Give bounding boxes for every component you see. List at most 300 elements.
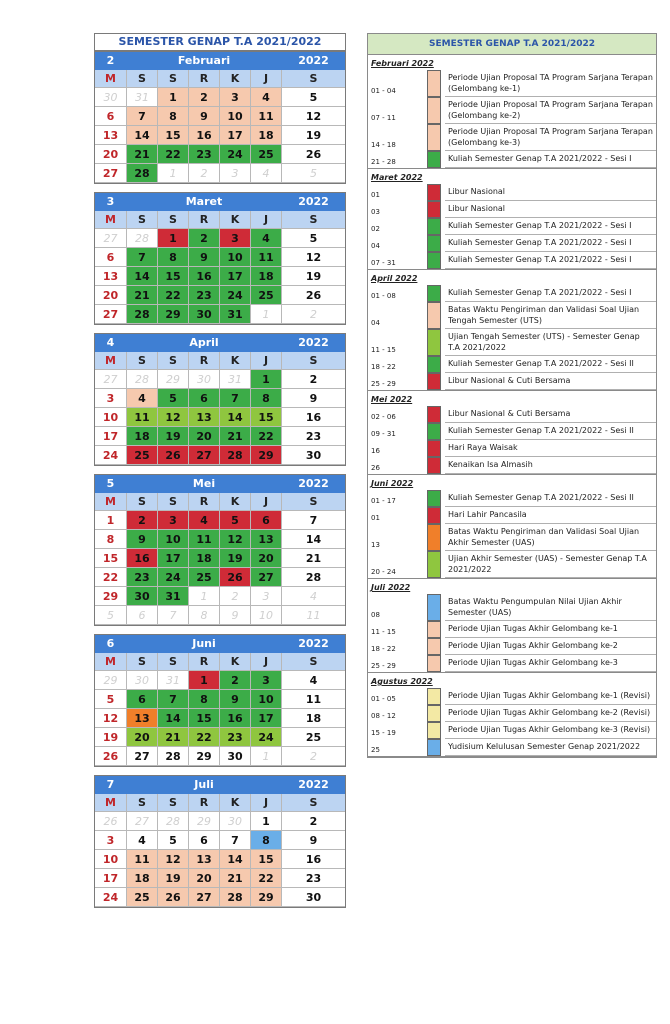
day-cell: 7: [282, 511, 345, 530]
day-cell: 8: [251, 389, 282, 408]
event-description: Hari Raya Waisak: [445, 440, 656, 457]
day-cell: 26: [282, 286, 345, 305]
day-cell: 11: [127, 850, 158, 869]
day-cell: 29: [251, 888, 282, 907]
event-color-swatch: [427, 688, 441, 705]
week-row: [95, 850, 345, 869]
event-color-swatch: [427, 235, 441, 252]
event-color-swatch: [427, 638, 441, 655]
event-date: 18 - 22: [371, 645, 396, 653]
day-cell: 23: [282, 427, 345, 446]
day-cell: 25: [189, 568, 220, 587]
month-juli: [94, 775, 346, 908]
event-date: 09 - 31: [371, 430, 396, 438]
day-cell: 31: [220, 370, 251, 389]
week-row: [95, 568, 345, 587]
event-date: 11 - 15: [371, 346, 396, 354]
week-row: [95, 305, 345, 324]
week-row: [95, 728, 345, 747]
day-cell: 1: [251, 305, 282, 324]
day-cell: 6: [95, 248, 127, 267]
month-year: 2022: [282, 776, 345, 794]
day-cell: 3: [220, 229, 251, 248]
month-year: 2022: [282, 334, 345, 352]
event-description: Kuliah Semester Genap T.A 2021/2022 - Sesi II: [445, 356, 656, 373]
week-row: [95, 126, 345, 145]
week-row: [95, 107, 345, 126]
day-cell: 30: [189, 370, 220, 389]
weekday-label: S: [282, 211, 345, 229]
month-number: 6: [95, 635, 127, 653]
weekday-header: [95, 352, 345, 370]
day-cell: 13: [189, 408, 220, 427]
day-cell: 2: [282, 812, 345, 831]
day-cell: 18: [251, 267, 282, 286]
month-number: 2: [95, 52, 127, 70]
day-cell: 12: [282, 107, 345, 126]
day-cell: 31: [158, 671, 189, 690]
week-row: [95, 530, 345, 549]
event-row: [368, 739, 656, 756]
week-row: [95, 427, 345, 446]
day-cell: 2: [189, 88, 220, 107]
day-cell: 11: [189, 530, 220, 549]
event-date: 02 - 06: [371, 413, 396, 421]
month-name: Juni: [127, 635, 282, 653]
event-date: 25 - 29: [371, 380, 396, 388]
day-cell: 30: [127, 587, 158, 606]
day-cell: 19: [158, 427, 189, 446]
event-date: 18 - 22: [371, 363, 396, 371]
weekday-label: R: [189, 493, 220, 511]
event-color-swatch: [427, 524, 441, 551]
event-date: 01 - 05: [371, 695, 396, 703]
day-cell: 14: [158, 709, 189, 728]
day-cell: 14: [127, 126, 158, 145]
event-description: Kuliah Semester Genap T.A 2021/2022 - Sesi I: [445, 252, 656, 269]
day-cell: 12: [158, 408, 189, 427]
day-cell: 26: [95, 747, 127, 766]
section-title: Juli 2022: [371, 583, 411, 592]
event-description: Kuliah Semester Genap T.A 2021/2022 - Sesi II: [445, 423, 656, 440]
day-cell: 30: [220, 747, 251, 766]
day-cell: 11: [251, 107, 282, 126]
event-color-swatch: [427, 406, 441, 423]
day-cell: 4: [127, 389, 158, 408]
day-cell: 9: [220, 606, 251, 625]
day-cell: 30: [282, 446, 345, 465]
day-cell: 15: [95, 549, 127, 568]
day-cell: 22: [251, 869, 282, 888]
day-cell: 4: [282, 671, 345, 690]
event-color-swatch: [427, 184, 441, 201]
event-date: 11 - 15: [371, 628, 396, 636]
month-header: [95, 334, 345, 352]
day-cell: 13: [95, 267, 127, 286]
week-row: [95, 747, 345, 766]
event-description: Periode Ujian Tugas Akhir Gelombang ke-2 (Revisi): [445, 705, 656, 722]
event-color-swatch: [427, 457, 441, 474]
day-cell: 28: [220, 446, 251, 465]
event-description: Libur Nasional & Cuti Bersama: [445, 406, 656, 423]
day-cell: 26: [158, 446, 189, 465]
week-row: [95, 286, 345, 305]
event-description: Periode Ujian Proposal TA Program Sarjana Terapan (Gelombang ke-1): [445, 70, 656, 97]
month-name: Maret: [127, 193, 282, 211]
day-cell: 1: [189, 671, 220, 690]
day-cell: 22: [158, 145, 189, 164]
event-description: Periode Ujian Proposal TA Program Sarjana Terapan (Gelombang ke-2): [445, 97, 656, 124]
day-cell: 1: [158, 164, 189, 183]
day-cell: 16: [282, 408, 345, 427]
event-row: [368, 507, 656, 524]
day-cell: 27: [95, 229, 127, 248]
day-cell: 4: [127, 831, 158, 850]
month-number: 4: [95, 334, 127, 352]
day-cell: 3: [220, 164, 251, 183]
week-row: [95, 267, 345, 286]
event-description: Batas Waktu Pengiriman dan Validasi Soal Ujian Akhir Semester (UAS): [445, 524, 656, 551]
event-color-swatch: [427, 440, 441, 457]
day-cell: 5: [158, 831, 189, 850]
event-row: [368, 423, 656, 440]
day-cell: 2: [127, 511, 158, 530]
day-cell: 5: [220, 511, 251, 530]
event-date: 16: [371, 447, 380, 455]
month-year: 2022: [282, 52, 345, 70]
weekday-label: S: [158, 70, 189, 88]
weekday-label: J: [251, 653, 282, 671]
day-cell: 29: [95, 671, 127, 690]
day-cell: 10: [95, 408, 127, 427]
day-cell: 18: [127, 427, 158, 446]
day-cell: 31: [127, 88, 158, 107]
day-cell: 29: [189, 747, 220, 766]
weekday-label: S: [127, 70, 158, 88]
event-row: [368, 218, 656, 235]
event-color-swatch: [427, 705, 441, 722]
event-description: Libur Nasional: [445, 201, 656, 218]
day-cell: 26: [95, 812, 127, 831]
day-cell: 12: [95, 709, 127, 728]
event-description: Hari Lahir Pancasila: [445, 507, 656, 524]
event-section: [368, 270, 656, 391]
day-cell: 5: [282, 229, 345, 248]
day-cell: 3: [95, 831, 127, 850]
day-cell: 4: [189, 511, 220, 530]
event-color-swatch: [427, 507, 441, 524]
event-color-swatch: [427, 356, 441, 373]
event-description: Periode Ujian Tugas Akhir Gelombang ke-2: [445, 638, 656, 655]
day-cell: 28: [220, 888, 251, 907]
month-list: [94, 51, 346, 908]
day-cell: 2: [282, 370, 345, 389]
weekday-label: S: [282, 794, 345, 812]
day-cell: 27: [189, 446, 220, 465]
day-cell: 24: [158, 568, 189, 587]
event-row: [368, 97, 656, 124]
day-cell: 25: [127, 446, 158, 465]
event-date: 07 - 31: [371, 259, 396, 267]
day-cell: 28: [282, 568, 345, 587]
day-cell: 6: [251, 511, 282, 530]
day-cell: 28: [127, 164, 158, 183]
day-cell: 24: [220, 286, 251, 305]
month-year: 2022: [282, 193, 345, 211]
weekday-label: M: [95, 352, 127, 370]
weekday-label: S: [127, 493, 158, 511]
day-cell: 31: [220, 305, 251, 324]
weekday-label: S: [127, 794, 158, 812]
day-cell: 14: [282, 530, 345, 549]
event-description: Periode Ujian Tugas Akhir Gelombang ke-1 (Revisi): [445, 688, 656, 705]
event-color-swatch: [427, 423, 441, 440]
weekday-label: K: [220, 211, 251, 229]
event-row: [368, 551, 656, 578]
day-cell: 7: [220, 389, 251, 408]
event-section: [368, 475, 656, 579]
day-cell: 29: [158, 370, 189, 389]
week-row: [95, 831, 345, 850]
day-cell: 5: [282, 164, 345, 183]
week-row: [95, 812, 345, 831]
day-cell: 1: [189, 587, 220, 606]
day-cell: 10: [220, 107, 251, 126]
day-cell: 21: [127, 145, 158, 164]
day-cell: 21: [158, 728, 189, 747]
day-cell: 1: [251, 370, 282, 389]
event-description: Ujian Akhir Semester (UAS) - Semester Genap T.A 2021/2022: [445, 551, 656, 578]
month-juni: [94, 634, 346, 767]
day-cell: 26: [282, 145, 345, 164]
day-cell: 22: [158, 286, 189, 305]
day-cell: 22: [189, 728, 220, 747]
event-description: Kuliah Semester Genap T.A 2021/2022 - Sesi I: [445, 218, 656, 235]
day-cell: 31: [158, 587, 189, 606]
day-cell: 4: [282, 587, 345, 606]
weekday-label: S: [158, 493, 189, 511]
day-cell: 6: [189, 389, 220, 408]
week-row: [95, 587, 345, 606]
day-cell: 15: [158, 267, 189, 286]
weekday-label: R: [189, 211, 220, 229]
event-date: 01: [371, 514, 380, 522]
day-cell: 30: [127, 671, 158, 690]
event-description: Periode Ujian Tugas Akhir Gelombang ke-3: [445, 655, 656, 672]
day-cell: 20: [95, 145, 127, 164]
day-cell: 27: [189, 888, 220, 907]
month-header: [95, 193, 345, 211]
day-cell: 9: [282, 831, 345, 850]
event-description: Kuliah Semester Genap T.A 2021/2022 - Sesi I: [445, 151, 656, 168]
day-cell: 24: [251, 728, 282, 747]
day-cell: 26: [158, 888, 189, 907]
day-cell: 28: [127, 305, 158, 324]
event-row: [368, 151, 656, 168]
month-maret: [94, 192, 346, 325]
day-cell: 5: [282, 88, 345, 107]
event-color-swatch: [427, 329, 441, 356]
day-cell: 18: [282, 709, 345, 728]
events-panel: [367, 33, 657, 758]
day-cell: 13: [95, 126, 127, 145]
day-cell: 18: [189, 549, 220, 568]
week-row: [95, 549, 345, 568]
event-row: [368, 722, 656, 739]
day-cell: 15: [251, 408, 282, 427]
event-date: 20 - 24: [371, 568, 396, 576]
day-cell: 20: [189, 427, 220, 446]
day-cell: 30: [220, 812, 251, 831]
weekday-label: K: [220, 493, 251, 511]
month-name: Juli: [127, 776, 282, 794]
weekday-header: [95, 493, 345, 511]
event-row: [368, 705, 656, 722]
day-cell: 23: [189, 145, 220, 164]
day-cell: 11: [127, 408, 158, 427]
event-color-swatch: [427, 490, 441, 507]
day-cell: 6: [127, 690, 158, 709]
day-cell: 29: [189, 812, 220, 831]
event-row: [368, 302, 656, 329]
day-cell: 29: [95, 587, 127, 606]
event-date: 01: [371, 191, 380, 199]
week-row: [95, 145, 345, 164]
month-header: [95, 475, 345, 493]
day-cell: 20: [251, 549, 282, 568]
day-cell: 1: [251, 747, 282, 766]
month-name: Mei: [127, 475, 282, 493]
day-cell: 4: [251, 164, 282, 183]
event-section: [368, 579, 656, 673]
week-row: [95, 888, 345, 907]
event-row: [368, 184, 656, 201]
day-cell: 15: [158, 126, 189, 145]
event-section: [368, 673, 656, 757]
weekday-label: K: [220, 794, 251, 812]
event-row: [368, 594, 656, 621]
event-date: 07 - 11: [371, 114, 396, 122]
weekday-label: M: [95, 653, 127, 671]
week-row: [95, 408, 345, 427]
weekday-header: [95, 211, 345, 229]
weekday-label: R: [189, 794, 220, 812]
event-row: [368, 285, 656, 302]
day-cell: 21: [220, 427, 251, 446]
event-sections: [368, 55, 656, 757]
event-date: 13: [371, 541, 380, 549]
event-date: 03: [371, 208, 380, 216]
day-cell: 3: [251, 671, 282, 690]
event-description: Libur Nasional & Cuti Bersama: [445, 373, 656, 390]
event-date: 08: [371, 611, 380, 619]
month-year: 2022: [282, 475, 345, 493]
day-cell: 24: [220, 145, 251, 164]
day-cell: 10: [220, 248, 251, 267]
week-row: [95, 370, 345, 389]
day-cell: 30: [189, 305, 220, 324]
event-section: [368, 55, 656, 169]
weekday-label: J: [251, 493, 282, 511]
day-cell: 10: [251, 690, 282, 709]
day-cell: 1: [95, 511, 127, 530]
day-cell: 14: [220, 850, 251, 869]
event-date: 21 - 28: [371, 158, 396, 166]
event-row: [368, 440, 656, 457]
day-cell: 9: [127, 530, 158, 549]
day-cell: 27: [251, 568, 282, 587]
event-date: 14 - 18: [371, 141, 396, 149]
event-row: [368, 329, 656, 356]
day-cell: 30: [95, 88, 127, 107]
day-cell: 25: [251, 286, 282, 305]
day-cell: 26: [220, 568, 251, 587]
week-row: [95, 446, 345, 465]
day-cell: 13: [251, 530, 282, 549]
day-cell: 28: [158, 812, 189, 831]
day-cell: 6: [189, 831, 220, 850]
month-header: [95, 776, 345, 794]
day-cell: 5: [95, 690, 127, 709]
event-color-swatch: [427, 621, 441, 638]
day-cell: 10: [158, 530, 189, 549]
day-cell: 3: [220, 88, 251, 107]
day-cell: 28: [127, 370, 158, 389]
month-februari: [94, 51, 346, 184]
week-row: [95, 671, 345, 690]
day-cell: 12: [220, 530, 251, 549]
event-color-swatch: [427, 124, 441, 151]
event-description: Batas Waktu Pengiriman dan Validasi Soal Ujian Tengah Semester (UTS): [445, 302, 656, 329]
day-cell: 27: [127, 747, 158, 766]
event-row: [368, 201, 656, 218]
day-cell: 17: [158, 549, 189, 568]
weekday-label: S: [158, 794, 189, 812]
day-cell: 4: [251, 88, 282, 107]
day-cell: 15: [251, 850, 282, 869]
event-color-swatch: [427, 201, 441, 218]
event-date: 02: [371, 225, 380, 233]
day-cell: 5: [158, 389, 189, 408]
day-cell: 9: [220, 690, 251, 709]
day-cell: 27: [95, 370, 127, 389]
week-row: [95, 88, 345, 107]
weekday-label: S: [158, 352, 189, 370]
weekday-label: J: [251, 794, 282, 812]
day-cell: 27: [127, 812, 158, 831]
events-title: SEMESTER GENAP T.A 2021/2022: [368, 34, 656, 55]
day-cell: 4: [251, 229, 282, 248]
event-color-swatch: [427, 655, 441, 672]
day-cell: 19: [158, 869, 189, 888]
day-cell: 15: [189, 709, 220, 728]
day-cell: 11: [251, 248, 282, 267]
event-color-swatch: [427, 302, 441, 329]
month-header: [95, 635, 345, 653]
day-cell: 18: [251, 126, 282, 145]
day-cell: 18: [127, 869, 158, 888]
event-date: 04: [371, 242, 380, 250]
day-cell: 14: [127, 267, 158, 286]
event-color-swatch: [427, 70, 441, 97]
day-cell: 8: [251, 831, 282, 850]
event-date: 25 - 29: [371, 662, 396, 670]
event-section: [368, 169, 656, 270]
weekday-label: S: [282, 653, 345, 671]
day-cell: 7: [127, 248, 158, 267]
event-row: [368, 457, 656, 474]
event-color-swatch: [427, 722, 441, 739]
